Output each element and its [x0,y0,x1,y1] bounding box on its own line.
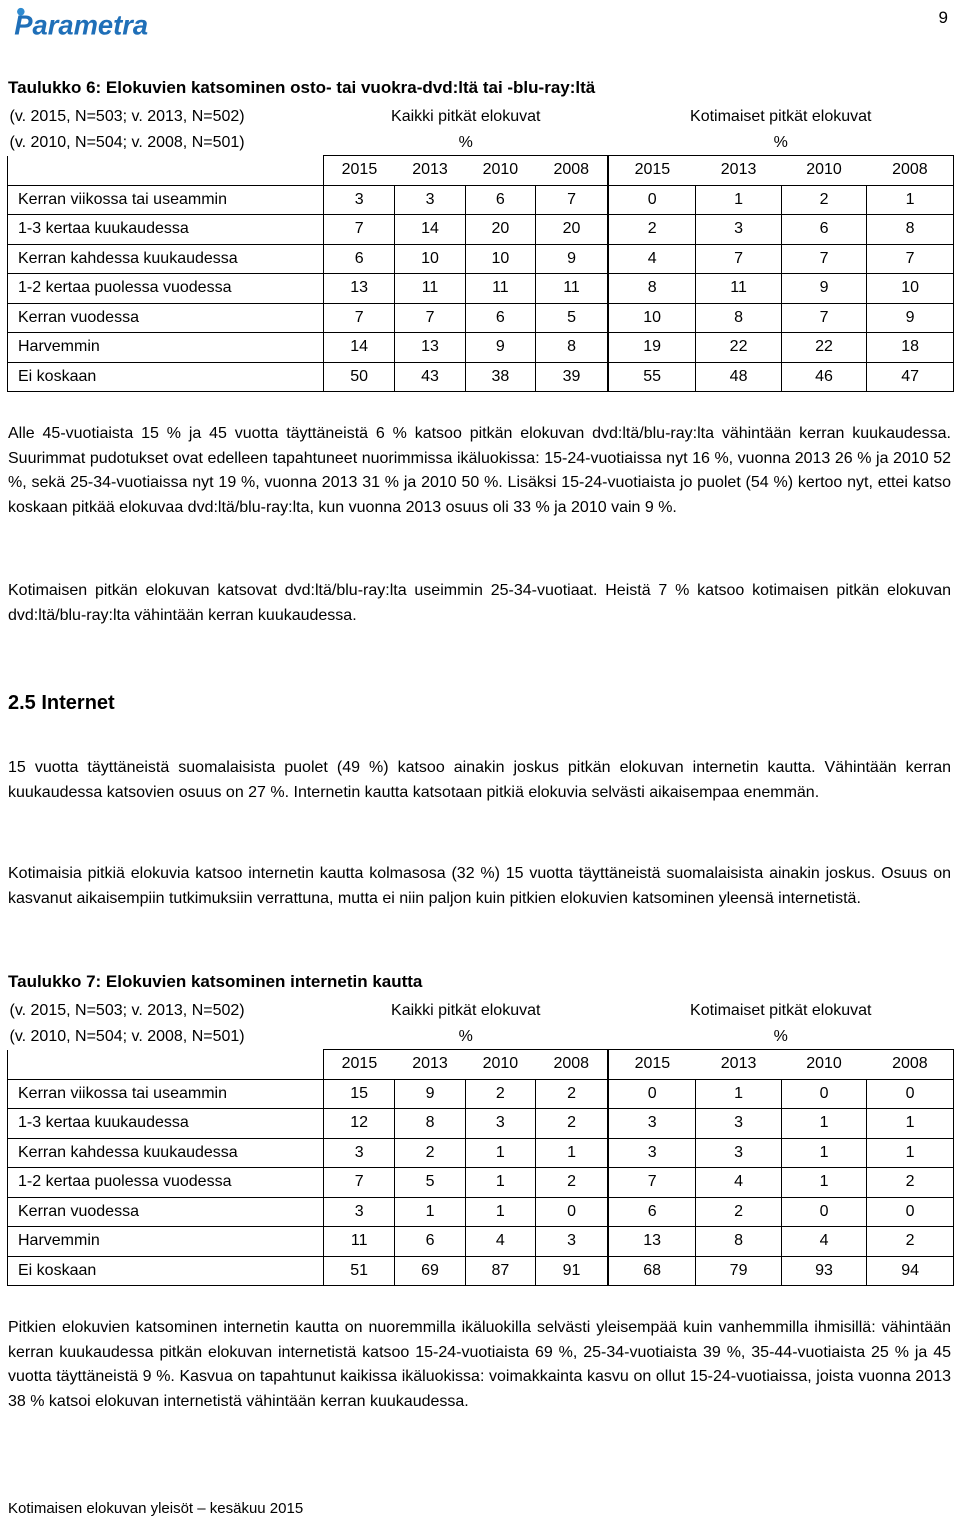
table-cell: 6 [608,1197,696,1227]
table-cell: 1 [465,1197,535,1227]
table7-sample-line1: (v. 2015, N=503; v. 2013, N=502) [9,1002,245,1019]
table7-year: 2015 [608,1050,696,1080]
row-label: 1-3 kertaa kuukaudessa [8,215,324,245]
table-cell: 14 [324,333,395,363]
table-cell: 13 [395,333,465,363]
table-cell: 3 [465,1109,535,1139]
parametra-logo [10,6,162,40]
table-cell: 11 [324,1227,395,1257]
table-cell: 9 [395,1079,465,1109]
table-cell: 8 [536,333,608,363]
table-cell: 7 [395,303,465,333]
table6-year: 2015 [324,156,395,186]
table-cell: 0 [536,1197,608,1227]
table-cell: 1 [867,185,954,215]
table-cell: 3 [324,1197,395,1227]
table-cell: 1 [465,1168,535,1198]
table-cell: 0 [781,1079,866,1109]
table6-caption: Taulukko 6: Elokuvien katsominen osto- tai vuokra-dvd:ltä tai -blu-ray:ltä [8,78,596,97]
table7-year: 2015 [324,1050,395,1080]
table-cell: 2 [536,1079,608,1109]
table-cell: 5 [395,1168,465,1198]
table-cell: 10 [465,244,535,274]
table-cell: 1 [867,1109,954,1139]
table-cell: 15 [324,1079,395,1109]
table6-group2-title: Kotimaiset pitkät elokuvat [690,108,872,125]
paragraph-internet-domestic: Kotimaisia pitkiä elokuvia katsoo internetin kautta kolmasosa (32 %) 15 vuotta täyttäneistä suomalaisista ainakin joskus. Osuus on kasvanut aikaisempiin tutkimuksiin verrattuna, mutta ei niin paljon kuin pitkien elokuvien katsominen yleensä internetistä. [8,865,951,907]
table6-group1-unit: % [458,133,473,151]
table6-year: 2013 [395,156,465,186]
table-cell: 87 [465,1256,535,1286]
table-cell: 10 [395,244,465,274]
table-cell: 6 [465,303,535,333]
table-cell: 69 [395,1256,465,1286]
table6-group2-unit: % [773,133,788,151]
table-row [8,362,954,392]
table-cell: 94 [867,1256,954,1286]
table6-year: 2010 [781,156,866,186]
table-cell: 2 [395,1138,465,1168]
table-cell: 2 [867,1227,954,1257]
table6-corner [8,156,324,186]
table6-sample-line1: (v. 2015, N=503; v. 2013, N=502) [9,108,245,125]
paragraph-internet-age-groups: Pitkien elokuvien katsominen internetin kautta on nuoremmilla ikäluokilla selvästi yleisempää kuin vanhemmilla ihmisillä: vähintään kerran kuukaudessa pitkän elokuvan internetistä katsoo 15-24-vuotiaista 69 %, 25-34-vuotiaista 39 %, 35-44-vuotiaista 25 % ja 45 vuotta täyttäneistä 9 %. Kasvua on tapahtunut kaikissa ikäluokissa: voimakkainta kasvu on ollut 15-24-vuotiaissa, joista vuonna 2013 38 % katsoi elokuvan internetistä vähintään kerran kuukaudessa. [8,1319,951,1410]
table7-corner [8,1050,324,1080]
table-cell: 9 [536,244,608,274]
row-label: Kerran kahdessa kuukaudessa [8,244,324,274]
table7-body [8,1079,954,1286]
table-row [8,1256,954,1286]
table-cell: 8 [867,215,954,245]
table-cell: 55 [608,362,696,392]
table-cell: 43 [395,362,465,392]
table-cell: 7 [696,244,781,274]
table-cell: 19 [608,333,696,363]
table-row [8,274,954,304]
table-cell: 13 [608,1227,696,1257]
table-cell: 6 [395,1227,465,1257]
table-cell: 48 [696,362,781,392]
table-cell: 39 [536,362,608,392]
table-cell: 2 [465,1079,535,1109]
table-cell: 2 [536,1168,608,1198]
table-cell: 3 [696,1138,781,1168]
table6 [7,104,954,392]
table-cell: 1 [465,1138,535,1168]
table-cell: 2 [608,215,696,245]
table-cell: 0 [867,1197,954,1227]
table-cell: 11 [395,274,465,304]
paragraph-internet-overall: 15 vuotta täyttäneistä suomalaisista puolet (49 %) katsoo ainakin joskus pitkän elokuvan internetin kautta. Vähintään kerran kuukaudessa katsovien osuus on 27 %. Internetin kautta katsotaan pitkiä elokuvia selvästi aikaisempaa enemmän. [8,759,951,801]
row-label: Harvemmin [8,333,324,363]
table-cell: 7 [867,244,954,274]
table6-year: 2013 [696,156,781,186]
table-cell: 6 [465,185,535,215]
table-cell: 1 [781,1109,866,1139]
table-row [8,1079,954,1109]
table-cell: 3 [395,185,465,215]
row-label: Kerran viikossa tai useammin [8,185,324,215]
table7-year: 2010 [465,1050,535,1080]
row-label: Kerran vuodessa [8,1197,324,1227]
table7-group2-title: Kotimaiset pitkät elokuvat [690,1002,872,1019]
row-label: Kerran vuodessa [8,303,324,333]
table-cell: 4 [608,244,696,274]
table6-sample-line2: (v. 2010, N=504; v. 2008, N=501) [9,133,245,151]
row-label: Ei koskaan [8,362,324,392]
row-label: 1-2 kertaa puolessa vuodessa [8,274,324,304]
table-row [8,244,954,274]
table-cell: 3 [696,1109,781,1139]
paragraph-dvd-age-groups: Alle 45-vuotiaista 15 % ja 45 vuotta täyttäneistä 6 % katsoo pitkän elokuvan dvd:ltä/blu-ray:lta vähintään kerran kuukaudessa. Suurimmat pudotukset ovat edelleen tapahtuneet nuorimmissa ikäluokissa: 15-24-vuotiaissa nyt 16 %, vuonna 2013 26 % ja 2010 52 %, sekä 25-34-vuotiaissa nyt 19 %, vuonna 2013 31 % ja 2010 50 %. Lisäksi 15-24-vuotiaista jo puolet (54 %) kertoo nyt, ettei katso koskaan pitkää elokuvaa dvd:ltä/blu-ray:lta, kun vuonna 2013 osuus oli 33 % ja 2010 vain 9 %. [8,425,951,516]
table-cell: 3 [608,1109,696,1139]
table7-year: 2010 [781,1050,866,1080]
row-label: Kerran kahdessa kuukaudessa [8,1138,324,1168]
table-cell: 2 [781,185,866,215]
table6-year: 2008 [867,156,954,186]
table-cell: 11 [696,274,781,304]
table-cell: 1 [867,1138,954,1168]
table6-year: 2015 [608,156,696,186]
section-heading-internet: 2.5 Internet [8,692,115,714]
table7-year: 2013 [395,1050,465,1080]
table-cell: 20 [465,215,535,245]
table-cell: 1 [696,185,781,215]
table-row [8,185,954,215]
table-cell: 7 [536,185,608,215]
table-cell: 3 [324,1138,395,1168]
table7-year: 2008 [867,1050,954,1080]
table-cell: 10 [608,303,696,333]
table7-group1-unit: % [458,1027,473,1045]
table-cell: 79 [696,1256,781,1286]
table-cell: 5 [536,303,608,333]
table-cell: 10 [867,274,954,304]
table-cell: 9 [867,303,954,333]
table7-group1-title: Kaikki pitkät elokuvat [391,1002,541,1019]
footer-text: Kotimaisen elokuvan yleisöt – kesäkuu 2015 [8,1500,304,1517]
table-cell: 0 [608,185,696,215]
table-row [8,1227,954,1257]
table-cell: 13 [324,274,395,304]
table-cell: 7 [324,1168,395,1198]
table7-year: 2008 [536,1050,608,1080]
table-cell: 7 [781,303,866,333]
table-cell: 9 [465,333,535,363]
table-cell: 93 [781,1256,866,1286]
table-cell: 2 [867,1168,954,1198]
table-cell: 9 [781,274,866,304]
table-cell: 4 [696,1168,781,1198]
table-cell: 11 [465,274,535,304]
table-cell: 20 [536,215,608,245]
table-cell: 12 [324,1109,395,1139]
table-cell: 50 [324,362,395,392]
row-label: Ei koskaan [8,1256,324,1286]
table-cell: 22 [696,333,781,363]
table-row [8,1197,954,1227]
table6-year: 2008 [536,156,608,186]
row-label: 1-3 kertaa kuukaudessa [8,1109,324,1139]
table-cell: 0 [608,1079,696,1109]
table-cell: 1 [781,1138,866,1168]
table-cell: 18 [867,333,954,363]
row-label: Harvemmin [8,1227,324,1257]
table-cell: 1 [395,1197,465,1227]
table-row [8,1138,954,1168]
logo-wordmark: Parametra [14,9,149,40]
table-row [8,215,954,245]
table-row [8,1168,954,1198]
table-cell: 51 [324,1256,395,1286]
table-cell: 3 [324,185,395,215]
table7 [7,998,954,1286]
table-cell: 3 [608,1138,696,1168]
table-cell: 3 [536,1227,608,1257]
table-cell: 47 [867,362,954,392]
table-cell: 4 [781,1227,866,1257]
table-cell: 46 [781,362,866,392]
table-cell: 7 [608,1168,696,1198]
table-row [8,333,954,363]
table-row [8,303,954,333]
table-cell: 7 [781,244,866,274]
table-cell: 7 [324,303,395,333]
table-cell: 91 [536,1256,608,1286]
table-cell: 3 [696,215,781,245]
table-cell: 38 [465,362,535,392]
table-cell: 8 [696,303,781,333]
table7-year: 2013 [696,1050,781,1080]
table7-caption: Taulukko 7: Elokuvien katsominen internetin kautta [8,972,423,991]
table6-group1-title: Kaikki pitkät elokuvat [391,108,541,125]
table-cell: 8 [608,274,696,304]
table-row [8,1109,954,1139]
table-cell: 0 [781,1197,866,1227]
table-cell: 1 [781,1168,866,1198]
table-cell: 6 [324,244,395,274]
table-cell: 11 [536,274,608,304]
row-label: 1-2 kertaa puolessa vuodessa [8,1168,324,1198]
page-number: 9 [938,8,948,27]
table-cell: 68 [608,1256,696,1286]
table-cell: 14 [395,215,465,245]
table-cell: 22 [781,333,866,363]
table-cell: 8 [395,1109,465,1139]
row-label: Kerran viikossa tai useammin [8,1079,324,1109]
table7-group2-unit: % [773,1027,788,1045]
paragraph-dvd-domestic: Kotimaisen pitkän elokuvan katsovat dvd:ltä/blu-ray:lta useimmin 25-34-vuotiaat. Heistä 7 % katsoo kotimaisen pitkän elokuvan dvd:ltä/blu-ray:lta vähintään kerran kuukaudessa. [8,582,951,624]
table-cell: 1 [536,1138,608,1168]
table7-sample-line2: (v. 2010, N=504; v. 2008, N=501) [9,1027,245,1045]
table-cell: 8 [696,1227,781,1257]
table-cell: 0 [867,1079,954,1109]
table-cell: 2 [536,1109,608,1139]
table-cell: 7 [324,215,395,245]
table-cell: 6 [781,215,866,245]
table6-body [8,185,954,392]
table-cell: 4 [465,1227,535,1257]
table6-year: 2010 [465,156,535,186]
table-cell: 1 [696,1079,781,1109]
table-cell: 2 [696,1197,781,1227]
